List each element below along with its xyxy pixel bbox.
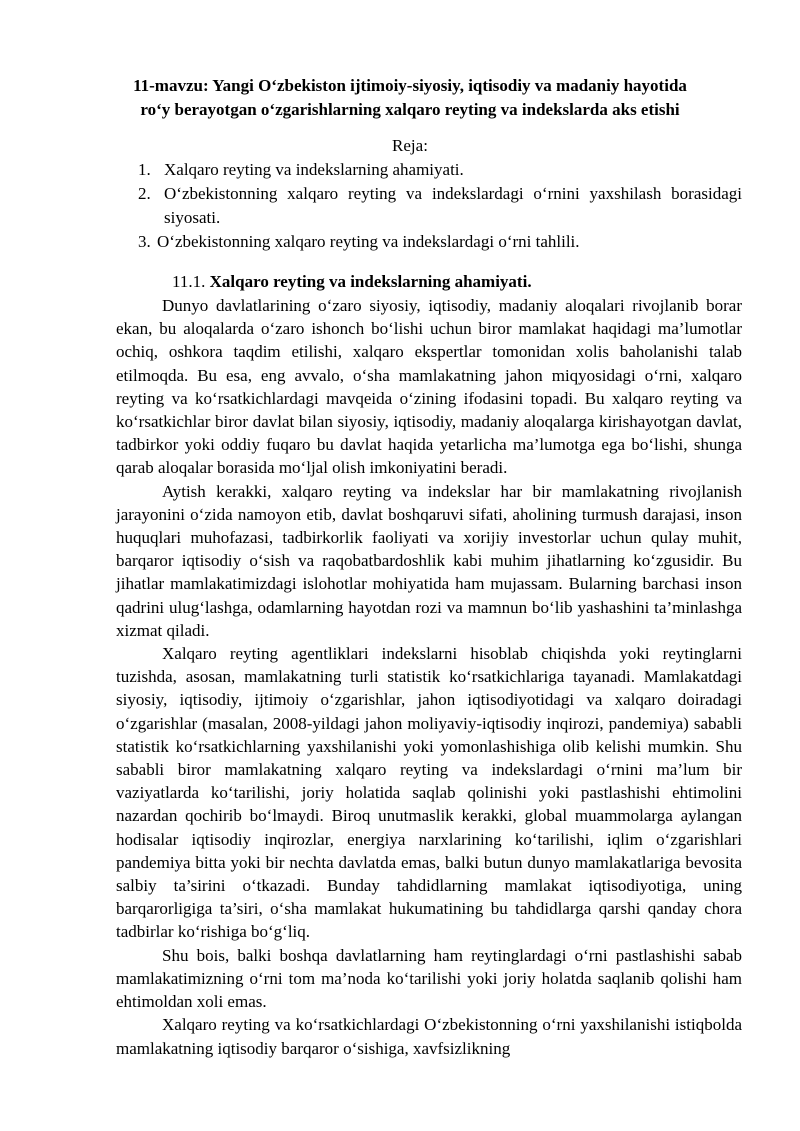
plan-item	[138, 158, 742, 182]
plan-item-number: 3.	[138, 232, 151, 251]
paragraph: Xalqaro reyting va ko‘rsatkichlardagi O‘zbekistonning o‘rni yaxshilanishi istiqbolda mamlakatning iqtisodiy barqaror o‘sishiga, xavfsizlikning	[116, 1015, 742, 1058]
paragraph: Dunyo davlatlarining o‘zaro siyosiy, iqtisodiy, madaniy aloqalari rivojlanib borar ekan, bu aloqalarda o‘zaro ishonch bo‘lishi uchun biror mamlakat haqidagi ma’lumotlar ochiq, oshkora taqdim etilishi, xalqaro ekspertlar tomonidan xolis baholanishi talab etilmoqda. Bu esa, eng avvalo, o‘sha mamlakatning jahon miqyosidagi o‘rni, xalqaro reyting va ko‘rsatkichlardagi mavqeida o‘zining ifodasini topadi. Bu xalqaro reyting va ko‘rsatkichlar biror davlat bilan siyosiy, iqtisodiy, madaniy aloqalarga kirishayotgan davlat, tadbirkor yoki oddiy fuqaro bu davlat haqida yetarlicha ma’lumotga ega bo‘lishi, shunga qarab aloqalar borasida mo‘ljal olish imkoniyatini beradi.	[116, 296, 742, 478]
paragraph: Aytish kerakki, xalqaro reyting va indekslar har bir mamlakatning rivojlanish jarayonini o‘zida namoyon etib, davlat boshqaruvi sifati, aholining turmush darajasi, inson huquqlari muhofazasi, tadbirkorlik faoliyati va xorijiy investorlar uchun qulay muhit, barqaror iqtisodiy o‘sish va raqobatbardoshlik kabi muhim jihatlarning ko‘zgusidir. Bu jihatlar mamlakatimizdagi islohotlar mohiyatida ham mujassam. Bularning barchasi inson qadrini ulug‘lashga, odamlarning hayotdan rozi va mamnun bo‘lib yashashini ta’minlashga xizmat qiladi.	[116, 481, 742, 640]
paragraph: Shu bois, balki boshqa davlatlarning ham reytinglardagi o‘rni pastlashishi sabab mamlakatimizning o‘rni tom ma’noda ko‘tarilishi yoki joriy holatda saqlanib qolishi ham ehtimoldan xoli emas.	[116, 945, 742, 1012]
plan-item-number: 1.	[138, 160, 151, 179]
plan-item-text: O‘zbekistonning xalqaro reyting va indekslardagi o‘rni tahlili.	[157, 232, 580, 251]
plan-item	[138, 182, 742, 230]
plan-item-text: O‘zbekistonning xalqaro reyting va indekslardagi o‘rnini yaxshilash borasidagi siyosati.	[164, 184, 742, 227]
plan-item	[138, 230, 742, 254]
plan-item-number: 2.	[138, 184, 151, 203]
section-number: 11.1.	[172, 272, 206, 291]
document-title	[80, 74, 740, 122]
paragraph: Xalqaro reyting agentliklari indekslarni hisoblab chiqishda yoki reytinglarni tuzishda, asosan, mamlakatning turli statistik ko‘rsatkichlariga tayanadi. Mamlakatdagi siyosiy, iqtisodiy, ijtimoiy o‘zgarishlar, jahon iqtisodiyotidagi va xalqaro doiradagi o‘zgarishlar (masalan, 2008-yildagi jahon moliyaviy-iqtisodiy inqirozi, pandemiya) sababli statistik ko‘rsatkichlarning yaxshilanishi yoki yomonlashishiga olib kelishi mumkin. Shu sababli biror mamlakatning xalqaro reyting va indekslardagi o‘rnini ma’lum bir vaziyatlarda ko‘tarilishi, joriy holatida saqlab qolinishi yoki pastlashishi ehtimolini nazardan qochirib bo‘lmaydi. Biroq unutmaslik kerakki, global muammolarga aylangan hodisalar iqtisodiy inqirozlar, energiya narxlarining ko‘tarilishi, iqlim o‘zgarishlari pandemiya bitta yoki bir nechta davlatda emas, balki butun dunyo mamlakatlariga bevosita salbiy ta’sirini o‘tkazadi. Bunday tahdidlarning mamlakat iqtisodiyotiga, uning barqarorligiga ta’siri, o‘sha mamlakat hukumatining bu tahdidlarga qarshi qanday chora tadbirlar ko‘rishiga bo‘g‘liq.	[116, 644, 742, 942]
section-title: Xalqaro reyting va indekslarning ahamiyati.	[209, 272, 532, 291]
title-line-1: 11-mavzu: Yangi O‘zbekiston ijtimoiy-siyosiy, iqtisodiy va madaniy hayotida	[133, 76, 687, 95]
plan-heading: Reja:	[392, 136, 428, 155]
plan-item-text: Xalqaro reyting va indekslarning ahamiyati.	[164, 160, 464, 179]
title-line-2: ro‘y berayotgan o‘zgarishlarning xalqaro reyting va indekslarda aks etishi	[140, 100, 680, 119]
plan-list	[138, 158, 742, 254]
body-text	[116, 294, 742, 1060]
section-heading	[172, 270, 532, 294]
